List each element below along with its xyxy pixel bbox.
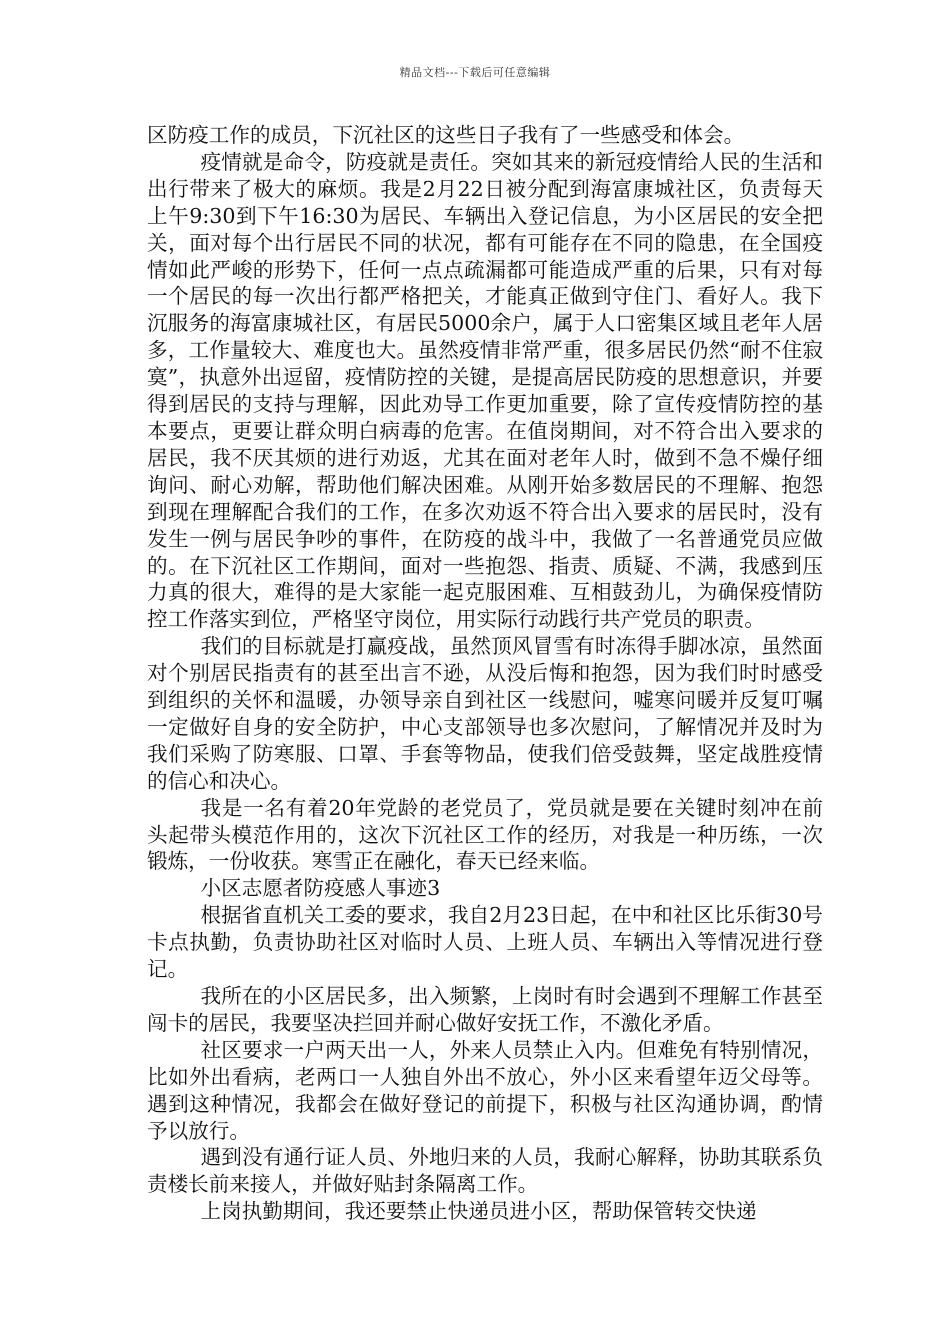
paragraph: 我们的目标就是打赢疫战，虽然顶风冒雪有时冻得手脚冰凉，虽然面对个别居民指责有的甚至出言不逊，从没后悔和抱怨，因为我们时时感受到组织的关怀和温暖，办领导亲自到社区一线慰问，嘘寒问暖并反复叮嘱一定做好自身的安全防护，中心支部领导也多次慰问，了解情况并及时为我们采购了防寒服、口罩、手套等物品，使我们倍受鼓舞，坚定战胜疫情的信心和决心。 xyxy=(147,634,823,793)
paragraph: 疫情就是命令，防疫就是责任。突如其来的新冠疫情给人民的生活和出行带来了极大的麻烦。我是2月22日被分配到海富康城社区，负责每天上午9:30到下午16:30为居民、车辆出入登记信息，为小区居民的安全把关，面对每个出行居民不同的状况，都有可能存在不同的隐患，在全国疫情如此严峻的形势下，任何一点点疏漏都可能造成严重的后果，只有对每一个居民的每一次出行都严格把关，才能真正做到守住门、看好人。我下沉服务的海富康城社区，有居民5000余户，属于人口密集区域且老年人居多，工作量较大、难度也大。虽然疫情非常严重，很多居民仍然“耐不住寂寞”，执意外出逗留，疫情防控的关键，是提高居民防疫的思想意识，并要得到居民的支持与理解，因此劝导工作更加重要，除了宣传疫情防控的基本要点，更要让群众明白病毒的危害。在值岗期间，对不符合出入要求的居民，我不厌其烦的进行劝返，尤其在面对老年人时，做到不急不燥仔细询问、耐心劝解，帮助他们解决困难。从刚开始多数居民的不理解、抱怨到现在理解配合我们的工作，在多次劝返不符合出入要求的居民时，没有发生一例与居民争吵的事件，在防疫的战斗中，我做了一名普通党员应做的。在下沉社区工作期间，面对一些抱怨、指责、质疑、不满，我感到压力真的很大，难得的是大家能一起克服困难、互相鼓劲儿，为确保疫情防控工作落实到位，严格坚守岗位，用实际行动践行共产党员的职责。 xyxy=(147,149,823,632)
section-heading: 小区志愿者防疫感人事迹3 xyxy=(200,876,441,901)
paragraph: 我是一名有着20年党龄的老党员了，党员就是要在关键时刻冲在前头起带头模范作用的，这次下沉社区工作的经历，对我是一种历练，一次锻炼，一份收获。寒雪正在融化，春天已经来临。 xyxy=(147,795,823,874)
paragraph-continuation: 区防疫工作的成员，下沉社区的这些日子我有了一些感受和体会。 xyxy=(147,123,745,147)
paragraph: 上岗执勤期间，我还要禁止快递员进小区，帮助保管转交快递 xyxy=(200,1199,757,1224)
page-header: 精品文档---下载后可任意编辑 xyxy=(399,66,551,79)
paragraph: 我所在的小区居民多，出入频繁，上岗时有时会遇到不理解工作甚至闯卡的居民，我要坚决拦回并耐心做好安抚工作，不激化矛盾。 xyxy=(147,984,823,1035)
paragraph: 遇到没有通行证人员、外地归来的人员，我耐心解释，协助其联系负责楼长前来接人，并做好贴封条隔离工作。 xyxy=(147,1145,823,1197)
paragraph: 根据省直机关工委的要求，我自2月23日起，在中和社区比乐街30号卡点执勤，负责协助社区对临时人员、上班人员、车辆出入等情况进行登记。 xyxy=(147,903,823,982)
paragraph: 社区要求一户两天出一人，外来人员禁止入内。但难免有特别情况，比如外出看病，老两口一人独自外出不放心，外小区来看望年迈父母等。遇到这种情况，我都会在做好登记的前提下，积极与社区沟通协调，酌情予以放行。 xyxy=(147,1037,823,1143)
document-body xyxy=(147,122,823,1225)
